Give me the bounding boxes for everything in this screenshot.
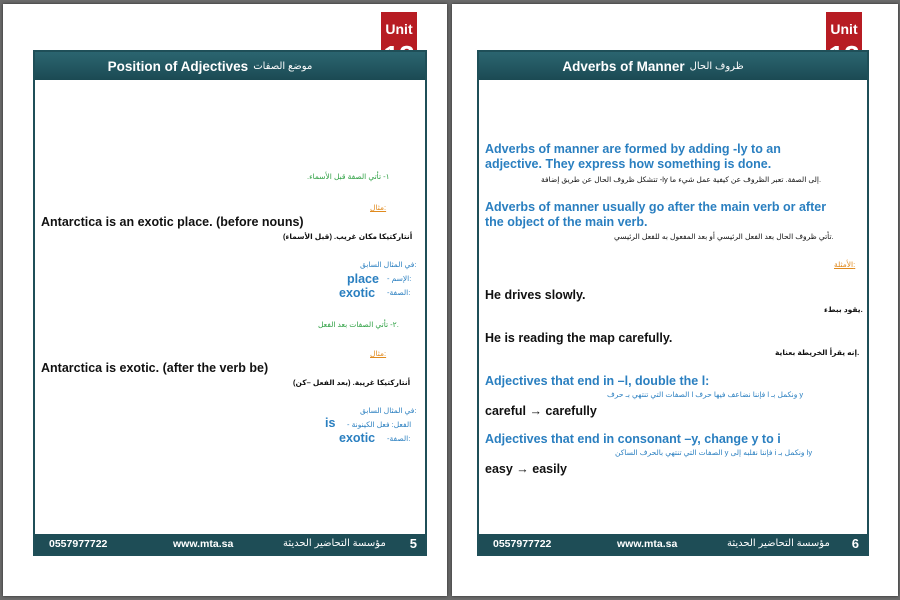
page-header: [479, 52, 867, 80]
rule-2: ٢- تأتي الصفات بعد الفعل.: [318, 320, 399, 329]
example-translation: أنتاركتيكا غريبة. (بعد الفعل –كن): [293, 378, 411, 387]
page-header: [35, 52, 425, 80]
page-content: [479, 80, 867, 534]
paragraph-2-line-2: the object of the main verb.: [485, 215, 648, 229]
rule-consonant-y-arabic: الصفات التي تنتهي بالحرف الساكن y فإننا نقلبه إلى i ونكمل بـ ly: [615, 448, 813, 457]
example-translation: أنتاركتيكا مكان غريب. (قبل الأسماء): [283, 232, 413, 241]
paragraph-1-line-1: Adverbs of manner are formed by adding -ly to an: [485, 142, 781, 156]
footer-phone: 0557977722: [49, 538, 108, 550]
rule-1: ١- تأتي الصفة قبل الأسماء.: [307, 172, 390, 181]
footer-website[interactable]: www.mta.sa: [173, 538, 234, 550]
previous-example-label: في المثال السابق:: [360, 260, 417, 269]
adjective-label: -الصفة:: [387, 288, 411, 297]
adjective-value: exotic: [339, 286, 376, 300]
verb-label: - الفعل: فعل الكينونة: [347, 420, 412, 429]
footer-phone: 0557977722: [493, 538, 552, 550]
page-footer: [35, 534, 425, 554]
footer-institute: مؤسسة التحاضير الحديثة: [727, 538, 830, 549]
page-frame: [33, 50, 427, 556]
unit-label: Unit: [830, 21, 858, 37]
page-6: [452, 4, 898, 596]
example-sentence: Antarctica is exotic. (after the verb be): [41, 361, 269, 375]
page-title-arabic: موضع الصفات: [253, 60, 313, 72]
rule-consonant-y-example: easy → easily: [485, 462, 568, 476]
page-frame: [477, 50, 869, 556]
adjective-value: exotic: [339, 431, 376, 445]
noun-label: - الإسم:: [387, 274, 412, 283]
paragraph-2-arabic: تأتي ظروف الحال بعد الفعل الرئيسي أو بعد المفعول به للفعل الرئيسي.: [614, 232, 834, 241]
example-1-arabic: يقود ببطء.: [824, 305, 863, 314]
page-5: [3, 4, 447, 596]
verb-value: is: [325, 416, 336, 430]
page-number: 6: [851, 536, 859, 551]
page-footer: [479, 534, 867, 554]
example-label: مثال:: [370, 203, 387, 212]
page-title: Adverbs of Manner: [562, 58, 685, 74]
rule-double-l: Adjectives that end in –l, double the l:: [485, 374, 710, 388]
paragraph-1-arabic: تتشكل ظروف الحال عن طريق إضافة -ly إلى الصفة. تعبر الظروف عن كيفية عمل شيء ما.: [541, 175, 822, 184]
footer-institute: مؤسسة التحاضير الحديثة: [283, 538, 386, 549]
rule-double-l-example: careful → carefully: [485, 404, 597, 418]
previous-example-label: في المثال السابق:: [360, 406, 417, 415]
example-2-arabic: إنه يقرأ الخريطة بعناية.: [775, 348, 860, 357]
page-number: 5: [409, 536, 417, 551]
example-1: He drives slowly.: [485, 288, 586, 302]
unit-label: Unit: [385, 21, 413, 37]
example-sentence: Antarctica is an exotic place. (before nouns): [41, 215, 304, 229]
adjective-label: -الصفة:: [387, 434, 411, 443]
example-2: He is reading the map carefully.: [485, 331, 673, 345]
page-title: Position of Adjectives: [107, 58, 249, 74]
page-content: [35, 80, 425, 534]
noun-value: place: [347, 272, 379, 286]
page-title-arabic: ظروف الحال: [689, 60, 744, 72]
footer-website[interactable]: www.mta.sa: [617, 538, 678, 550]
example-label: مثال:: [370, 349, 387, 358]
examples-label: الأمثلة:: [834, 260, 856, 269]
rule-consonant-y: Adjectives that end in consonant –y, change y to i: [485, 432, 781, 446]
paragraph-1-line-2: adjective. They express how something is done.: [485, 157, 772, 171]
rule-double-l-arabic: الصفات التي تنتهي بـ حرف l فإننا نضاعف فيها حرف l ونكمل بـ y: [607, 390, 804, 399]
paragraph-2-line-1: Adverbs of manner usually go after the main verb or after: [485, 200, 827, 214]
